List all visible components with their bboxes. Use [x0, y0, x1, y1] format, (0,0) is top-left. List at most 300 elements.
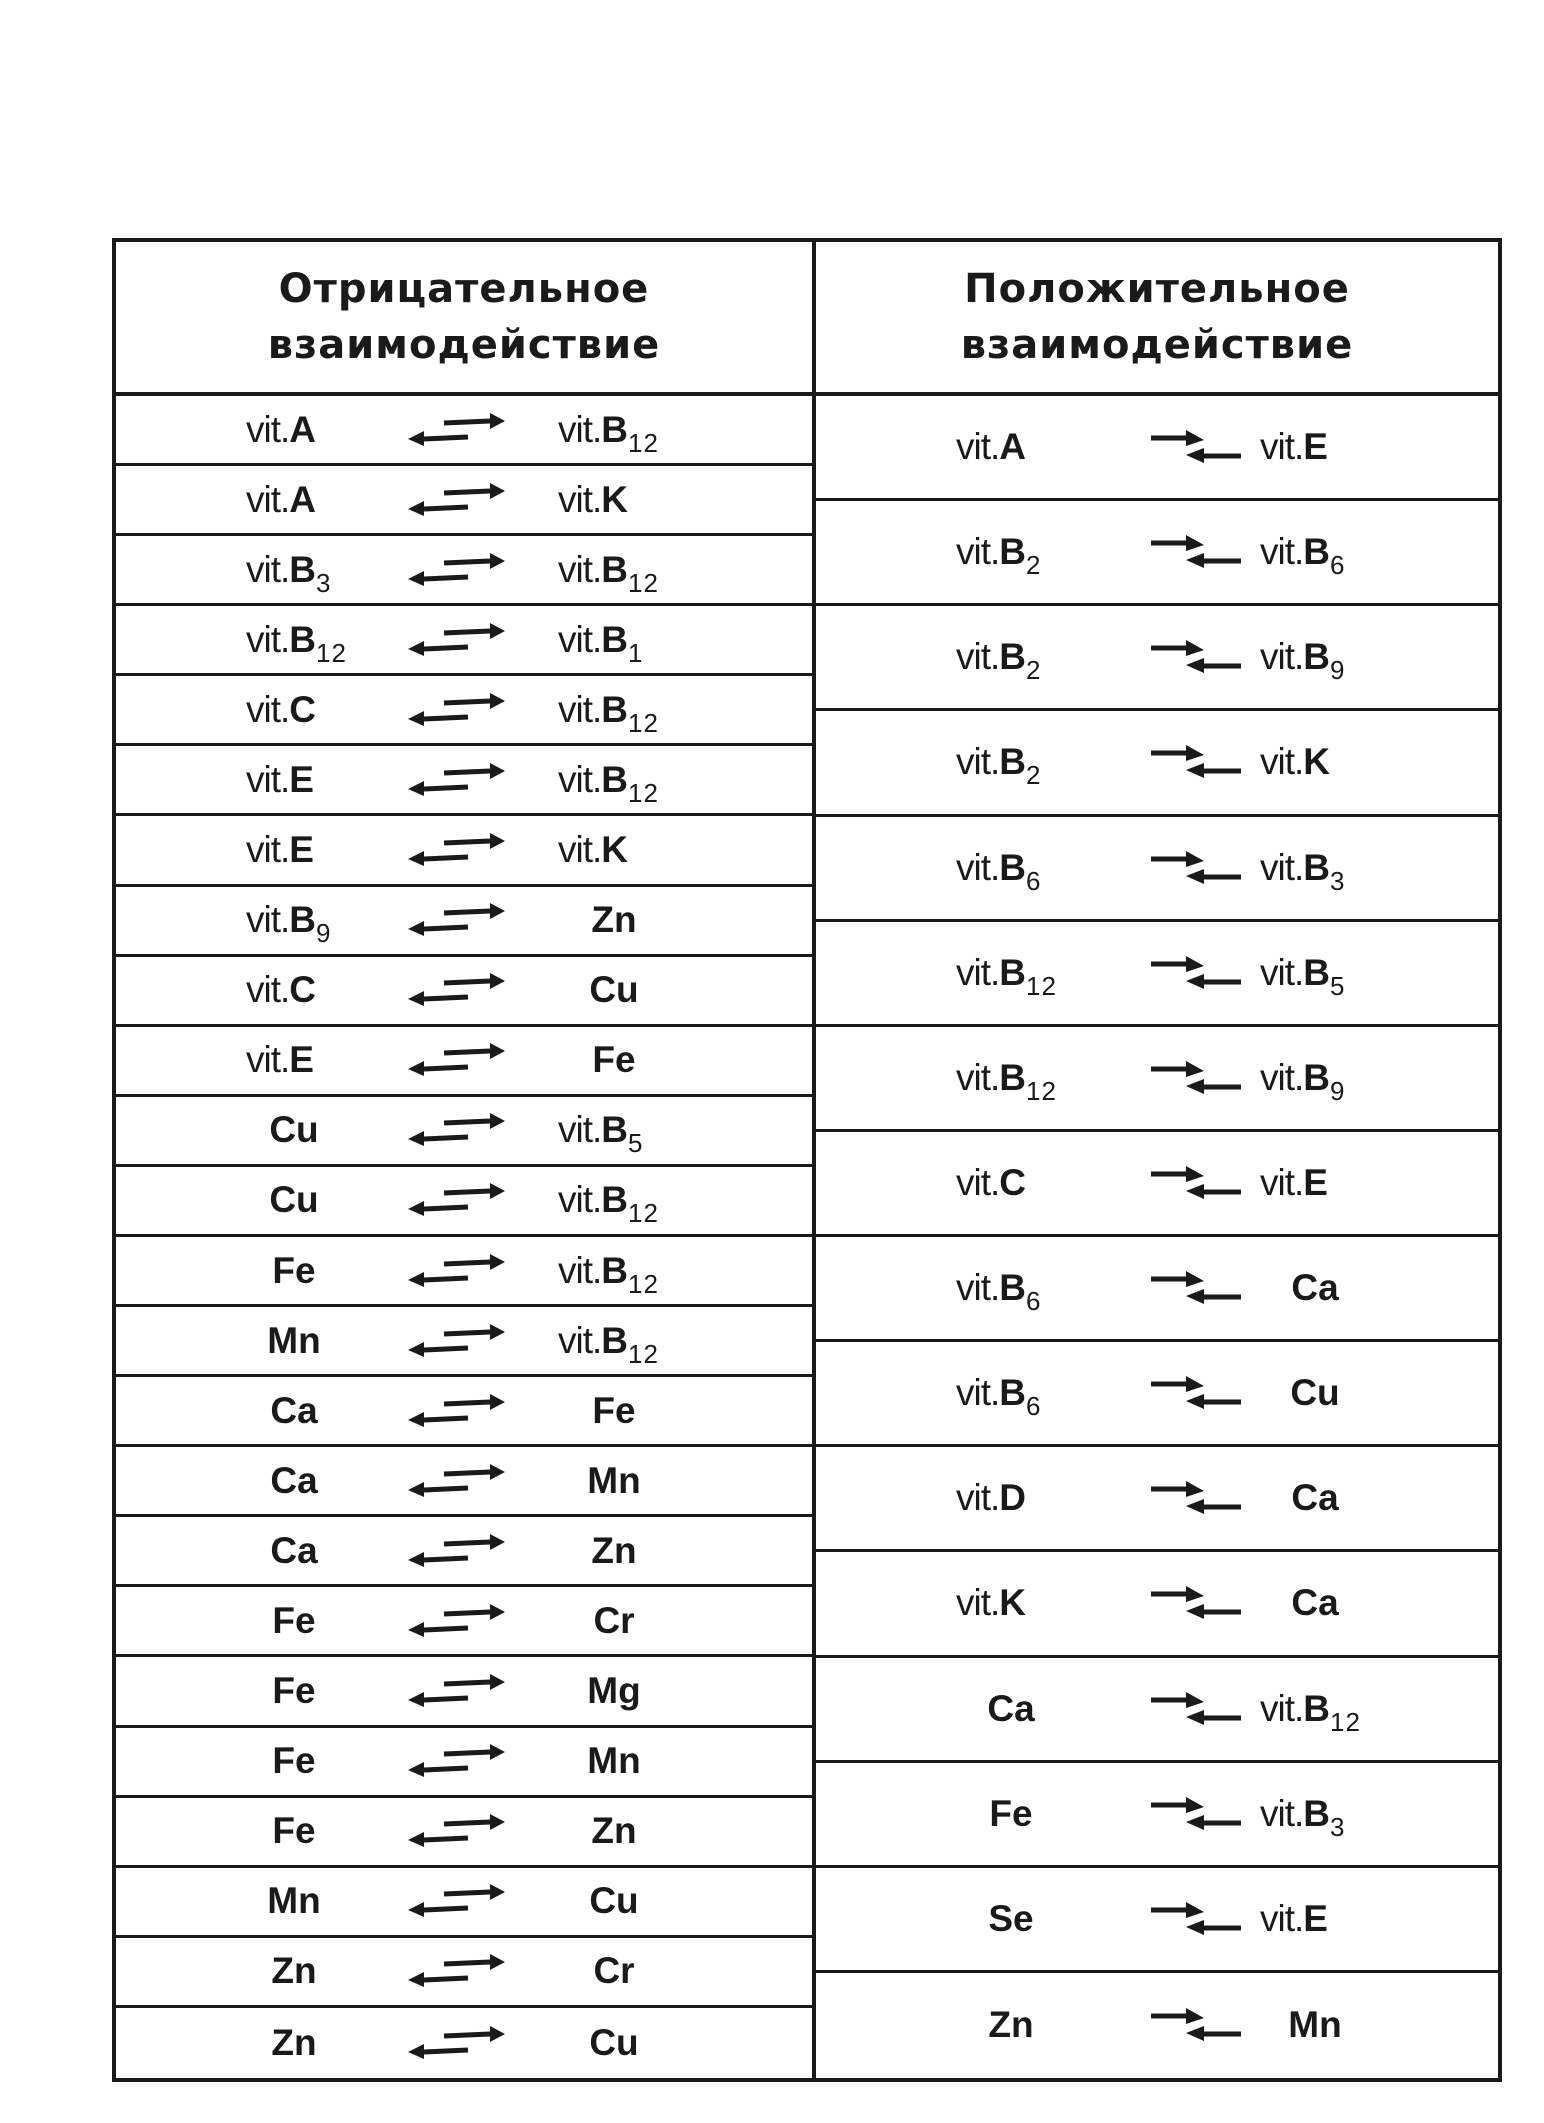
positive-interaction-header: Положительное взаимодействие: [816, 242, 1498, 396]
interaction-row: [816, 1552, 1498, 1657]
vitamin-prefix: vit.: [1260, 426, 1304, 468]
left-substance: [956, 636, 1042, 686]
substance-symbol: Mn: [267, 1880, 321, 1922]
synergy-arrows-icon: [1146, 427, 1246, 467]
vitamin-prefix: vit.: [1260, 846, 1304, 888]
antagonism-arrows-icon: [406, 760, 506, 800]
right-substance: [558, 758, 659, 808]
vitamin-prefix: vit.: [558, 618, 602, 660]
substance-symbol: E: [1303, 426, 1328, 468]
substance-symbol: Mg: [587, 1670, 641, 1712]
left-substance: [956, 1267, 1042, 1317]
vitamin-prefix: vit.: [246, 899, 290, 941]
vitamin-prefix: vit.: [1260, 636, 1304, 678]
substance-subscript: 12: [628, 777, 659, 808]
left-substance: [988, 2004, 1033, 2045]
right-substance: [558, 829, 628, 870]
vitamin-prefix: vit.: [956, 1056, 1000, 1098]
substance-symbol: E: [1303, 1897, 1328, 1939]
left-substance: [246, 969, 316, 1010]
vitamin-prefix: vit.: [956, 531, 1000, 573]
vitamin-prefix: vit.: [1260, 1897, 1304, 1939]
left-substance: [269, 1179, 318, 1220]
vitamin-prefix: vit.: [956, 951, 1000, 993]
substance-symbol: C: [289, 688, 317, 730]
interaction-row: [116, 2008, 812, 2078]
substance-symbol: Ca: [270, 1389, 318, 1431]
vitamin-prefix: vit.: [558, 1319, 602, 1361]
interaction-row: [116, 1377, 812, 1447]
antagonism-arrows-icon: [406, 1251, 506, 1291]
right-substance: [558, 1319, 659, 1369]
interaction-row: [816, 1763, 1498, 1868]
vitamin-prefix: vit.: [1260, 1792, 1304, 1834]
right-substance: [1291, 1582, 1338, 1623]
antagonism-arrows-icon: [406, 1531, 506, 1571]
right-substance: [593, 1600, 634, 1641]
substance-symbol: Mn: [587, 1459, 641, 1501]
substance-symbol: Fe: [272, 1599, 316, 1641]
left-substance: [246, 759, 314, 800]
right-substance: [1291, 1267, 1338, 1308]
right-substance: [1260, 951, 1346, 1001]
antagonism-arrows-icon: [406, 690, 506, 730]
substance-symbol: B: [999, 741, 1027, 783]
right-substance: [592, 1039, 635, 1080]
vitamin-prefix: vit.: [956, 426, 1000, 468]
right-substance: [558, 688, 659, 738]
vitamin-prefix: vit.: [956, 741, 1000, 783]
synergy-arrows-icon: [1146, 1268, 1246, 1308]
interaction-row: [116, 1798, 812, 1868]
interaction-row: [116, 466, 812, 536]
substance-symbol: Zn: [591, 1529, 637, 1571]
vitamin-prefix: vit.: [558, 758, 602, 800]
interaction-row: [116, 606, 812, 676]
interaction-table: [112, 238, 1502, 2082]
vitamin-prefix: vit.: [558, 1179, 602, 1221]
synergy-arrows-icon: [1146, 848, 1246, 888]
right-substance: [1260, 531, 1346, 581]
antagonism-arrows-icon: [406, 1951, 506, 1991]
substance-symbol: K: [1303, 741, 1331, 783]
interaction-row: [816, 1342, 1498, 1447]
vitamin-prefix: vit.: [956, 1267, 1000, 1309]
interaction-row: [816, 606, 1498, 711]
substance-symbol: Ca: [1291, 1267, 1339, 1309]
synergy-arrows-icon: [1146, 1373, 1246, 1413]
synergy-arrows-icon: [1146, 1163, 1246, 1203]
interaction-row: [116, 1938, 812, 2008]
right-substance: [1260, 636, 1346, 686]
interaction-row: [116, 1167, 812, 1237]
vitamin-prefix: vit.: [1260, 741, 1304, 783]
interaction-row: [116, 1728, 812, 1798]
substance-subscript: 9: [316, 918, 332, 949]
substance-symbol: Zn: [988, 2004, 1034, 2046]
antagonism-arrows-icon: [406, 410, 506, 450]
vitamin-prefix: vit.: [246, 829, 290, 871]
interaction-row: [816, 1132, 1498, 1237]
vitamin-prefix: vit.: [246, 688, 290, 730]
substance-symbol: B: [601, 618, 629, 660]
substance-subscript: 2: [1026, 760, 1042, 791]
vitamin-prefix: vit.: [956, 636, 1000, 678]
vitamin-prefix: vit.: [246, 548, 290, 590]
interaction-row: [816, 1868, 1498, 1973]
right-substance: [589, 1880, 638, 1921]
antagonism-arrows-icon: [406, 1461, 506, 1501]
synergy-arrows-icon: [1146, 637, 1246, 677]
right-substance: [1260, 1162, 1328, 1203]
substance-subscript: 3: [316, 567, 332, 598]
substance-symbol: A: [289, 408, 317, 450]
substance-subscript: 5: [628, 1128, 644, 1159]
substance-symbol: B: [999, 531, 1027, 573]
vitamin-prefix: vit.: [246, 478, 290, 520]
interaction-row: [116, 746, 812, 816]
substance-symbol: Fe: [272, 1810, 316, 1852]
substance-symbol: Zn: [271, 1950, 317, 1992]
substance-symbol: Cr: [593, 1599, 635, 1641]
vitamin-prefix: vit.: [956, 1372, 1000, 1414]
substance-subscript: 2: [1026, 550, 1042, 581]
interaction-row: [116, 1868, 812, 1938]
substance-subscript: 6: [1026, 1391, 1042, 1422]
substance-symbol: C: [999, 1161, 1027, 1203]
substance-symbol: Cu: [589, 1880, 639, 1922]
antagonism-arrows-icon: [406, 1180, 506, 1220]
vitamin-prefix: vit.: [246, 618, 290, 660]
interaction-row: [116, 676, 812, 746]
substance-symbol: Zn: [271, 2021, 317, 2063]
vitamin-prefix: vit.: [956, 1161, 1000, 1203]
left-substance: [270, 1460, 317, 1501]
interaction-row: [116, 396, 812, 466]
antagonism-arrows-icon: [406, 1391, 506, 1431]
left-substance: [956, 741, 1042, 791]
left-substance: [988, 1898, 1033, 1939]
antagonism-arrows-icon: [406, 1741, 506, 1781]
substance-symbol: B: [1303, 846, 1331, 888]
right-substance: [591, 1810, 636, 1851]
left-substance: [956, 531, 1042, 581]
interaction-row: [816, 1237, 1498, 1342]
synergy-arrows-icon: [1146, 532, 1246, 572]
antagonism-arrows-icon: [406, 620, 506, 660]
substance-subscript: 12: [628, 567, 659, 598]
substance-symbol: B: [1303, 1056, 1331, 1098]
right-substance: [1260, 846, 1346, 896]
vitamin-prefix: vit.: [956, 1477, 1000, 1519]
negative-interaction-rows: [116, 396, 812, 2078]
left-substance: [246, 689, 316, 730]
right-substance: [558, 1249, 659, 1299]
synergy-arrows-icon: [1146, 2005, 1246, 2045]
antagonism-arrows-icon: [406, 2023, 506, 2063]
right-substance: [592, 1390, 635, 1431]
substance-symbol: Zn: [591, 1810, 637, 1852]
vitamin-prefix: vit.: [1260, 951, 1304, 993]
right-substance: [587, 1670, 640, 1711]
antagonism-arrows-icon: [406, 1321, 506, 1361]
synergy-arrows-icon: [1146, 742, 1246, 782]
substance-symbol: Mn: [587, 1740, 641, 1782]
right-substance: [558, 1179, 659, 1229]
left-substance: [272, 1740, 315, 1781]
negative-interaction-header: Отрицательное взаимодействие: [116, 242, 812, 396]
substance-symbol: B: [1303, 636, 1331, 678]
right-substance: [1260, 1687, 1361, 1737]
interaction-row: [816, 1447, 1498, 1552]
right-substance: [1260, 1898, 1328, 1939]
vitamin-prefix: vit.: [246, 969, 290, 1011]
antagonism-arrows-icon: [406, 550, 506, 590]
substance-symbol: Ca: [1291, 1582, 1339, 1624]
interaction-row: [816, 1658, 1498, 1763]
left-substance: [270, 1530, 317, 1571]
substance-symbol: Fe: [592, 1389, 636, 1431]
substance-symbol: Fe: [272, 1740, 316, 1782]
left-substance: [272, 1810, 315, 1851]
substance-symbol: E: [289, 758, 314, 800]
substance-symbol: B: [289, 548, 317, 590]
interaction-row: [116, 817, 812, 887]
substance-symbol: B: [601, 1179, 629, 1221]
vitamin-prefix: vit.: [558, 1109, 602, 1151]
substance-subscript: 12: [628, 1268, 659, 1299]
left-substance: [246, 409, 316, 450]
vitamin-prefix: vit.: [558, 829, 602, 871]
positive-interaction-rows: [816, 396, 1498, 2078]
substance-subscript: 12: [628, 1198, 659, 1229]
interaction-row: [116, 887, 812, 957]
interaction-row: [116, 1307, 812, 1377]
substance-symbol: B: [999, 951, 1027, 993]
left-substance: [246, 618, 347, 668]
substance-symbol: Cu: [1290, 1372, 1340, 1414]
antagonism-arrows-icon: [406, 1881, 506, 1921]
left-substance: [956, 1477, 1026, 1518]
substance-symbol: B: [601, 1319, 629, 1361]
substance-symbol: Mn: [267, 1319, 321, 1361]
substance-symbol: B: [1303, 1792, 1331, 1834]
substance-symbol: B: [1303, 1687, 1331, 1729]
substance-symbol: A: [999, 426, 1027, 468]
left-substance: [987, 1688, 1034, 1729]
substance-symbol: Ca: [1291, 1477, 1339, 1519]
left-substance: [271, 2022, 316, 2063]
interaction-row: [116, 536, 812, 606]
vitamin-prefix: vit.: [1260, 1687, 1304, 1729]
substance-symbol: B: [601, 1109, 629, 1151]
substance-symbol: B: [601, 1249, 629, 1291]
antagonism-arrows-icon: [406, 480, 506, 520]
substance-symbol: C: [289, 969, 317, 1011]
substance-symbol: K: [601, 478, 629, 520]
synergy-arrows-icon: [1146, 1478, 1246, 1518]
substance-subscript: 12: [1026, 1075, 1057, 1106]
left-substance: [269, 1109, 318, 1150]
substance-symbol: Ca: [270, 1459, 318, 1501]
vitamin-prefix: vit.: [558, 688, 602, 730]
substance-symbol: Fe: [989, 1792, 1033, 1834]
substance-subscript: 6: [1330, 550, 1346, 581]
left-substance: [956, 1582, 1026, 1623]
substance-symbol: A: [289, 478, 317, 520]
substance-symbol: B: [999, 1056, 1027, 1098]
substance-subscript: 9: [1330, 1075, 1346, 1106]
substance-symbol: B: [289, 899, 317, 941]
interaction-row: [116, 1097, 812, 1167]
left-substance: [267, 1320, 320, 1361]
interaction-row: [116, 1027, 812, 1097]
left-substance: [246, 829, 314, 870]
right-substance: [1260, 741, 1330, 782]
antagonism-arrows-icon: [406, 830, 506, 870]
right-substance: [1288, 2004, 1341, 2045]
substance-symbol: B: [999, 1372, 1027, 1414]
substance-subscript: 12: [316, 637, 347, 668]
left-substance: [246, 899, 332, 949]
substance-subscript: 6: [1026, 865, 1042, 896]
substance-symbol: Se: [988, 1897, 1034, 1939]
substance-subscript: 3: [1330, 1811, 1346, 1842]
substance-symbol: Mn: [1288, 2004, 1342, 2046]
substance-symbol: B: [999, 636, 1027, 678]
right-substance: [558, 479, 628, 520]
interaction-row: [116, 1517, 812, 1587]
interaction-row: [116, 1658, 812, 1728]
substance-subscript: 2: [1026, 655, 1042, 686]
substance-symbol: E: [1303, 1161, 1328, 1203]
right-substance: [593, 1950, 634, 1991]
substance-symbol: B: [601, 408, 629, 450]
interaction-row: [116, 1447, 812, 1517]
vitamin-prefix: vit.: [558, 408, 602, 450]
interaction-row: [116, 1587, 812, 1657]
right-substance: [1260, 426, 1328, 467]
right-substance: [591, 899, 636, 940]
substance-symbol: Fe: [592, 1039, 636, 1081]
substance-subscript: 12: [1026, 970, 1057, 1001]
left-substance: [272, 1670, 315, 1711]
synergy-arrows-icon: [1146, 1583, 1246, 1623]
antagonism-arrows-icon: [406, 1671, 506, 1711]
left-substance: [956, 846, 1042, 896]
antagonism-arrows-icon: [406, 1040, 506, 1080]
substance-subscript: 1: [628, 637, 644, 668]
substance-symbol: Fe: [272, 1670, 316, 1712]
interaction-row: [816, 396, 1498, 501]
substance-symbol: Cu: [589, 969, 639, 1011]
synergy-arrows-icon: [1146, 1794, 1246, 1834]
antagonism-arrows-icon: [406, 900, 506, 940]
left-substance: [246, 479, 316, 520]
substance-symbol: Ca: [987, 1687, 1035, 1729]
positive-interaction-column: [812, 242, 1498, 2078]
vitamin-prefix: vit.: [558, 478, 602, 520]
substance-subscript: 12: [628, 707, 659, 738]
substance-subscript: 6: [1026, 1286, 1042, 1317]
right-substance: [587, 1460, 640, 1501]
left-substance: [956, 951, 1057, 1001]
interaction-row: [816, 1973, 1498, 2078]
substance-symbol: D: [999, 1477, 1027, 1519]
left-substance: [272, 1250, 315, 1291]
vitamin-prefix: vit.: [956, 1582, 1000, 1624]
right-substance: [558, 408, 659, 458]
substance-symbol: K: [999, 1582, 1027, 1624]
left-substance: [267, 1880, 320, 1921]
substance-symbol: E: [289, 1039, 314, 1081]
vitamin-prefix: vit.: [956, 846, 1000, 888]
right-substance: [558, 548, 659, 598]
substance-subscript: 12: [628, 427, 659, 458]
substance-symbol: B: [601, 688, 629, 730]
left-substance: [246, 1039, 314, 1080]
substance-symbol: B: [1303, 531, 1331, 573]
interaction-row: [116, 1237, 812, 1307]
left-substance: [272, 1600, 315, 1641]
substance-symbol: Cu: [269, 1179, 319, 1221]
left-substance: [270, 1390, 317, 1431]
left-substance: [271, 1950, 316, 1991]
vitamin-prefix: vit.: [558, 1249, 602, 1291]
left-substance: [246, 548, 332, 598]
substance-symbol: B: [601, 758, 629, 800]
substance-subscript: 9: [1330, 655, 1346, 686]
right-substance: [1260, 1792, 1346, 1842]
negative-interaction-column: [116, 242, 812, 2078]
right-substance: [558, 1109, 644, 1159]
interaction-row: [816, 711, 1498, 816]
interaction-row: [816, 817, 1498, 922]
synergy-arrows-icon: [1146, 1058, 1246, 1098]
right-substance: [589, 2022, 638, 2063]
substance-symbol: Cr: [593, 1950, 635, 1992]
interaction-row: [116, 957, 812, 1027]
substance-symbol: Cu: [589, 2021, 639, 2063]
interaction-row: [816, 501, 1498, 606]
right-substance: [1290, 1372, 1339, 1413]
vitamin-prefix: vit.: [558, 548, 602, 590]
substance-subscript: 12: [628, 1338, 659, 1369]
substance-subscript: 3: [1330, 865, 1346, 896]
synergy-arrows-icon: [1146, 953, 1246, 993]
substance-symbol: B: [999, 846, 1027, 888]
antagonism-arrows-icon: [406, 1811, 506, 1851]
substance-symbol: K: [601, 829, 629, 871]
substance-subscript: 12: [1330, 1706, 1361, 1737]
substance-symbol: B: [601, 548, 629, 590]
substance-symbol: B: [999, 1267, 1027, 1309]
synergy-arrows-icon: [1146, 1899, 1246, 1939]
vitamin-prefix: vit.: [246, 408, 290, 450]
right-substance: [1291, 1477, 1338, 1518]
substance-subscript: 5: [1330, 970, 1346, 1001]
left-substance: [989, 1793, 1032, 1834]
vitamin-prefix: vit.: [246, 1039, 290, 1081]
antagonism-arrows-icon: [406, 970, 506, 1010]
right-substance: [591, 1530, 636, 1571]
left-substance: [956, 1372, 1042, 1422]
left-substance: [956, 426, 1026, 467]
vitamin-prefix: vit.: [1260, 1161, 1304, 1203]
antagonism-arrows-icon: [406, 1601, 506, 1641]
interaction-row: [816, 1027, 1498, 1132]
substance-symbol: Fe: [272, 1249, 316, 1291]
